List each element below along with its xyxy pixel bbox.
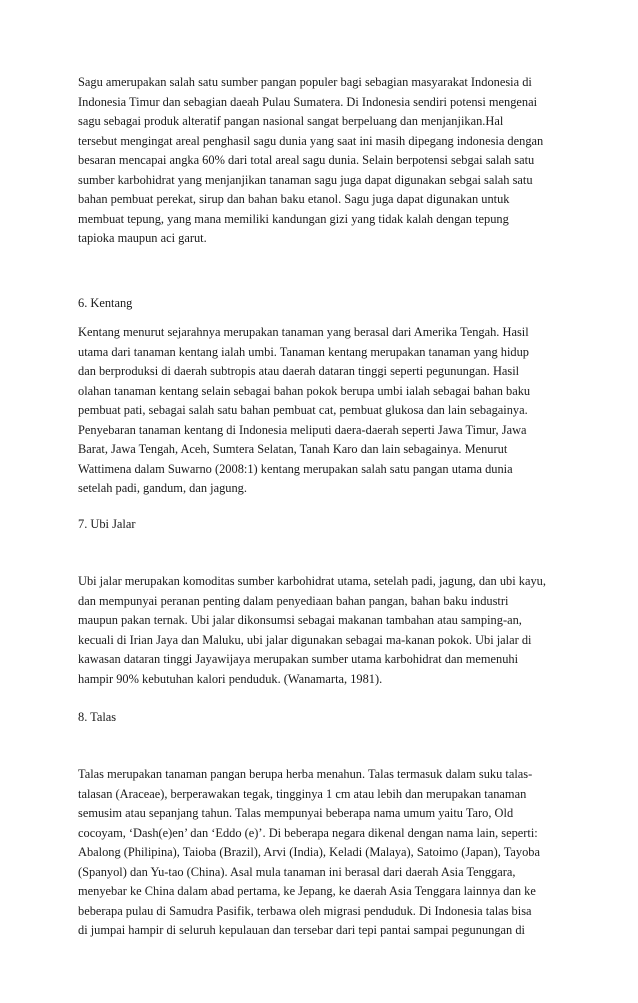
section-heading-talas: 8. Talas [78,710,117,724]
paragraph-line: Kentang menurut sejarahnya merupakan tanaman yang berasal dari Amerika Tengah. Hasil [78,325,529,339]
paragraph-line: Ubi jalar merupakan komoditas sumber karbohidrat utama, setelah padi, jagung, dan ubi kayu, [78,574,546,588]
paragraph-line: (Spanyol) dan Yu-tao (China). Asal mula tanaman ini berasal dari daerah Asia Tenggara, [78,864,516,879]
paragraph-line: talasan (Araceae), berperawakan tegak, tingginya 1 cm atau lebih dan merupakan tanaman [78,786,527,801]
paragraph-line: hampir 90% kebutuhan kalori penduduk. (Wanamarta, 1981). [78,671,383,686]
paragraph-line: cocoyam, ‘Dash(e)en’ dan ‘Eddo (e)’. Di beberapa negara dikenal dengan nama lain, seperti: [78,825,538,840]
paragraph-line: Abalong (Philipina), Taioba (Brazil), Arvi (India), Keladi (Malaya), Satoimo (Japan), Tayoba [78,845,540,859]
paragraph-line: di jumpai hampir di seluruh kepulauan dan tersebar dari tepi pantai sampai pegunungan di [78,923,525,937]
paragraph-line: membuat tepung, yang mana memiliki kandungan gizi yang tidak kalah dengan tepung [78,211,509,226]
paragraph-line: kecuali di Irian Jaya dan Maluku, ubi jalar digunakan sebagai ma-kanan pokok. Ubi jalar di [78,632,532,647]
paragraph-line: sumber karbohidrat yang menjanjikan tanaman sagu juga dapat digunakan sebgai salah satu [78,172,533,187]
section-heading-ubi-jalar: 7. Ubi Jalar [78,517,136,531]
section-heading-kentang: 6. Kentang [78,296,133,310]
paragraph-kentang [78,323,530,499]
paragraph-line: bahan pembuat perekat, sirup dan bahan baku etanol. Sagu juga dapat digunakan untuk [78,192,510,206]
paragraph-sagu [78,73,543,249]
paragraph-line: tapioka maupun aci garut. [78,231,207,245]
paragraph-line: dan mempunyai peranan penting dalam penyediaan bahan pangan, bahan baku industri [78,593,509,608]
paragraph-line: Sagu amerupakan salah satu sumber pangan populer bagi sebagian masyarakat Indonesia di [78,75,532,89]
paragraph-line: Indonesia Timur dan sebagian daeah Pulau Sumatera. Di Indonesia sendiri potensi mengenai [78,94,538,109]
paragraph-talas [78,765,540,941]
paragraph-line: olahan tanaman kentang selain sebagai bahan pokok berupa umbi ialah sebagai bahan baku [78,383,531,398]
paragraph-line: menyebar ke China dalam abad pertama, ke Jepang, ke daerah Asia Tenggara lainnya dan ke [78,884,536,898]
paragraph-line: kawasan dataran tinggi Jayawijaya merupakan sumber utama karbohidrat dan memenuhi [78,652,519,666]
paragraph-line: maupun pakan ternak. Ubi jalar dikonsumsi sebagai makanan tambahan atau samping-an, [78,613,522,627]
paragraph-ubi-jalar [78,572,546,689]
paragraph-line: beberapa pulau di Samudra Pasifik, terbawa oleh migrasi penduduk. Di Indonesia talas bisa [78,903,532,918]
paragraph-line: sagu sebagai produk alteratif pangan nasional sangat berpeluang dan menjanjikan.Hal [78,114,504,128]
paragraph-line: dan berproduksi di daerah subtropis atau daerah dataran tinggi seperti pegunungan. Hasil [78,364,520,378]
paragraph-line: setelah padi, gandum, dan jagung. [78,481,247,495]
paragraph-line: Penyebaran tanaman kentang di Indonesia meliputi daera-daerah seperti Jawa Timur, Jawa [78,422,527,437]
paragraph-line: Barat, Jawa Tengah, Aceh, Sumtera Selatan, Tanah Karo dan lain sebagainya. Menurut [78,442,508,456]
paragraph-line: tersebut mengingat areal penghasil sagu dunia yang saat ini masih dipegang indonesia dengan [78,133,544,148]
paragraph-line: pembuat pati, sebagai salah satu bahan pembuat cat, pembuat glukosa dan lain sebagainya. [78,403,528,417]
paragraph-line: Talas merupakan tanaman pangan berupa herba menahun. Talas termasuk dalam suku talas- [78,767,533,781]
paragraph-line: Wattimena dalam Suwarno (2008:1) kentang merupakan salah satu pangan utama dunia [78,461,513,476]
paragraph-line: utama dari tanaman kentang ialah umbi. Tanaman kentang merupakan tanaman yang hidup [78,344,530,359]
paragraph-line: besaran mencapai angka 60% dari total areal sagu dunia. Selain berpotensi sebgai salah satu [78,153,535,167]
paragraph-line: semusim atau sepanjang tahun. Talas mempunyai beberapa nama umum yaitu Taro, Old [78,806,514,820]
